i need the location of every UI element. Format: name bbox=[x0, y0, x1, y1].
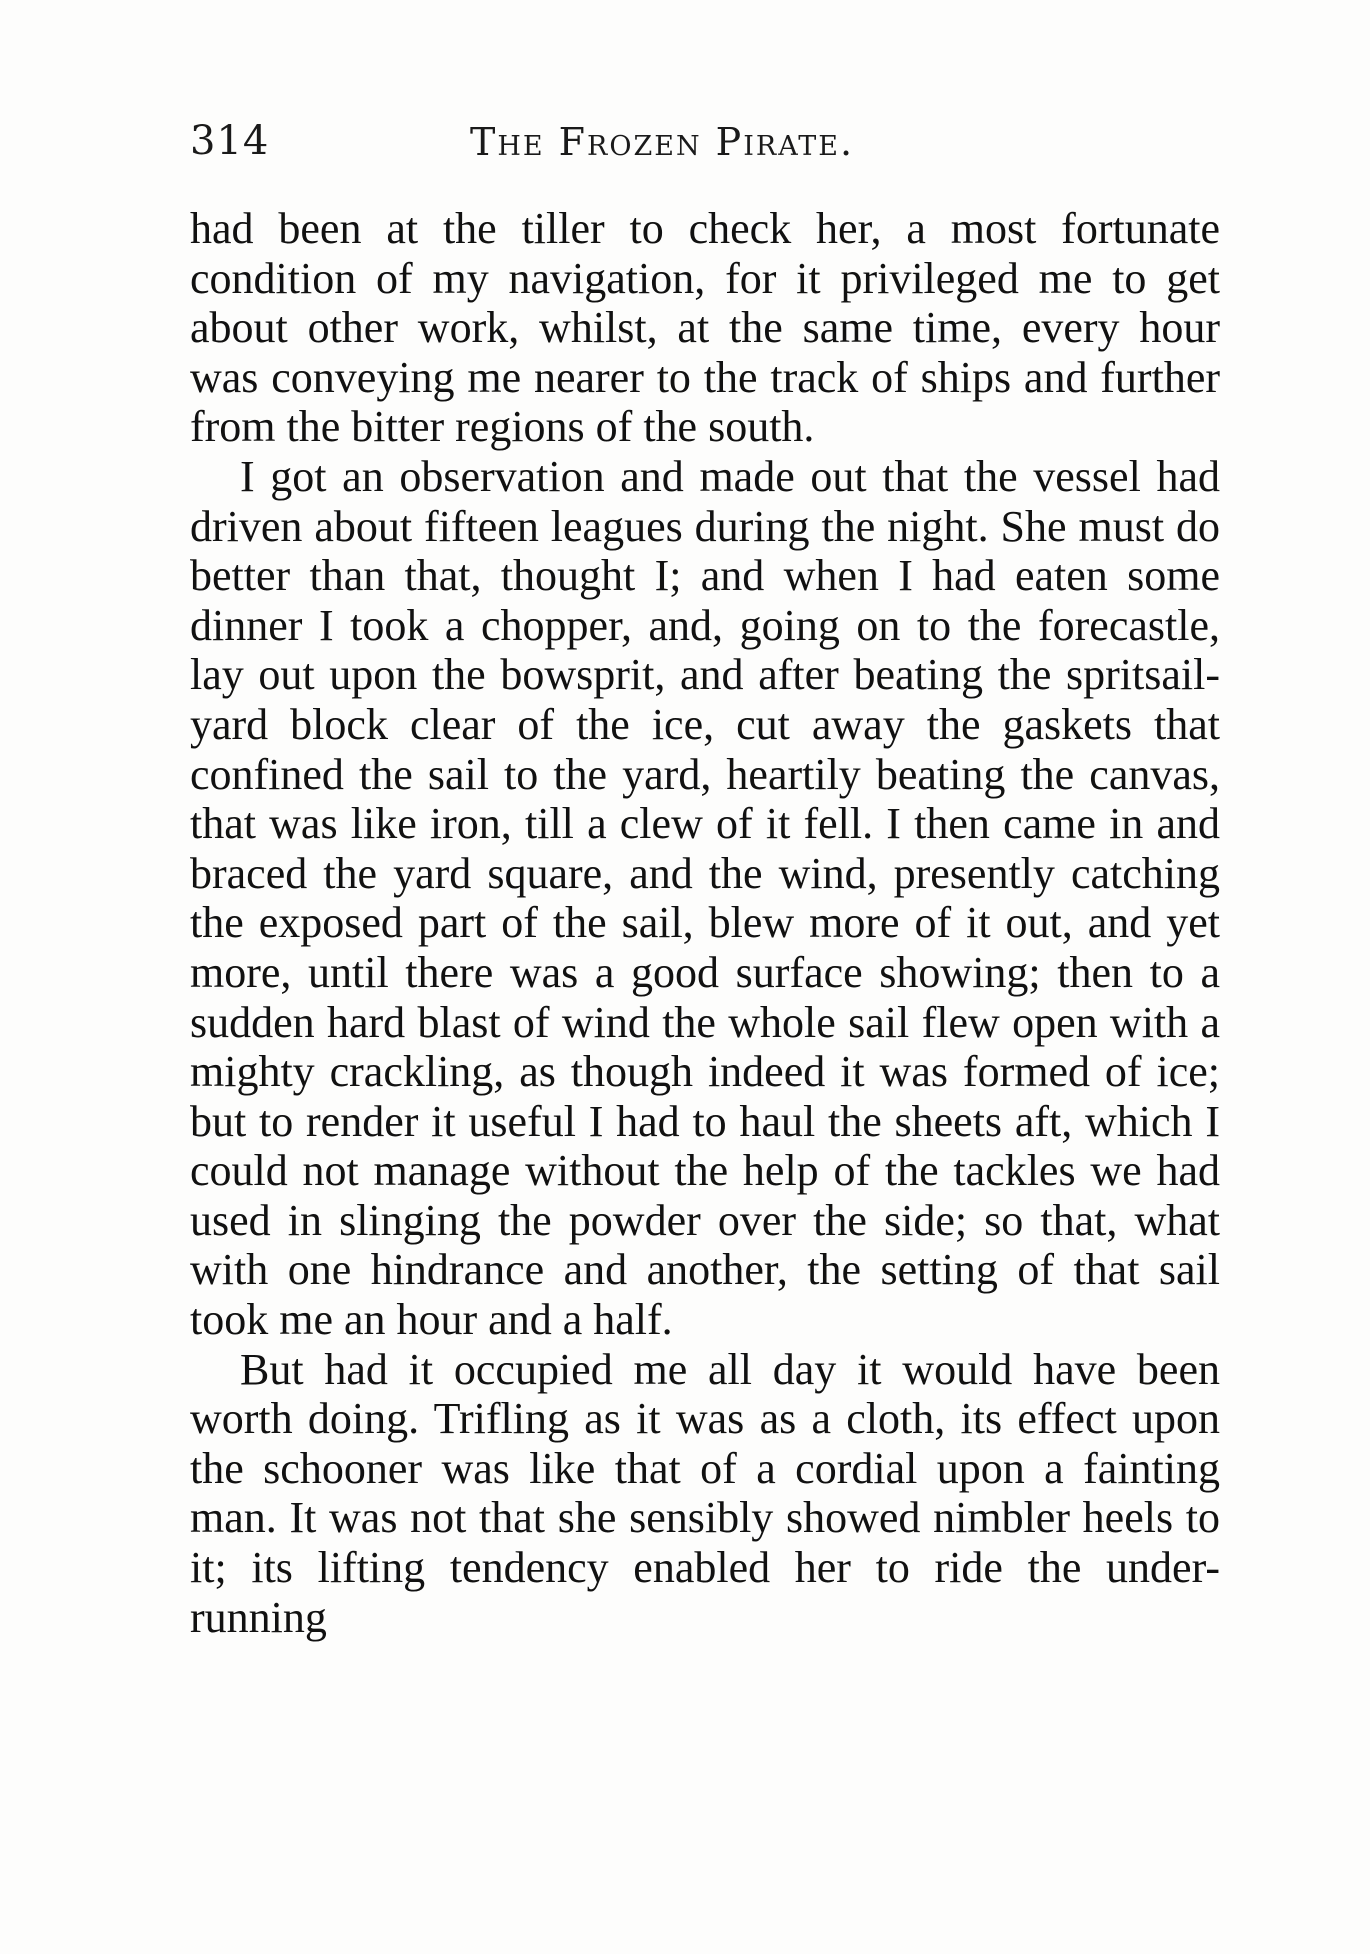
paragraph-continued: had been at the tiller to check her, a most fortunate condition of my navigation, for it privileged me to get about other work, whilst, at the same time, every hour was conveying me nearer to the track of ships and further from the bitter regions of the south. bbox=[190, 204, 1220, 452]
page-number: 314 bbox=[190, 118, 270, 164]
paragraph: I got an observation and made out that the vessel had driven about fifteen leagues during the night. She must do better than that, thought I; and when I had eaten some dinner I took a chopper, and, going on to the forecastle, lay out upon the bowsprit, and after beating the spritsail-yard block clear of the ice, cut away the gaskets that confined the sail to the yard, heartily beating the canvas, that was like iron, till a clew of it fell. I then came in and braced the yard square, and the wind, presently catching the exposed part of the sail, blew more of it out, and yet more, until there was a good surface showing; then to a sudden hard blast of wind the whole sail flew open with a mighty crackling, as though indeed it was formed of ice; but to render it useful I had to haul the sheets aft, which I could not manage without the help of the tackles we had used in slinging the powder over the side; so that, what with one hindrance and another, the setting of that sail took me an hour and a half. bbox=[190, 451, 1220, 1345]
page-header bbox=[190, 118, 1230, 178]
running-title: The Frozen Pirate. bbox=[470, 120, 855, 164]
body-text bbox=[190, 204, 1220, 1642]
paragraph: But had it occupied me all day it would have been worth doing. Trifling as it was as a cloth, its effect upon the schooner was like that of a cordial upon a fainting man. It was not that she sensibly showed nimbler heels to it; its lifting tendency enabled her to ride the under-running bbox=[190, 1344, 1220, 1642]
